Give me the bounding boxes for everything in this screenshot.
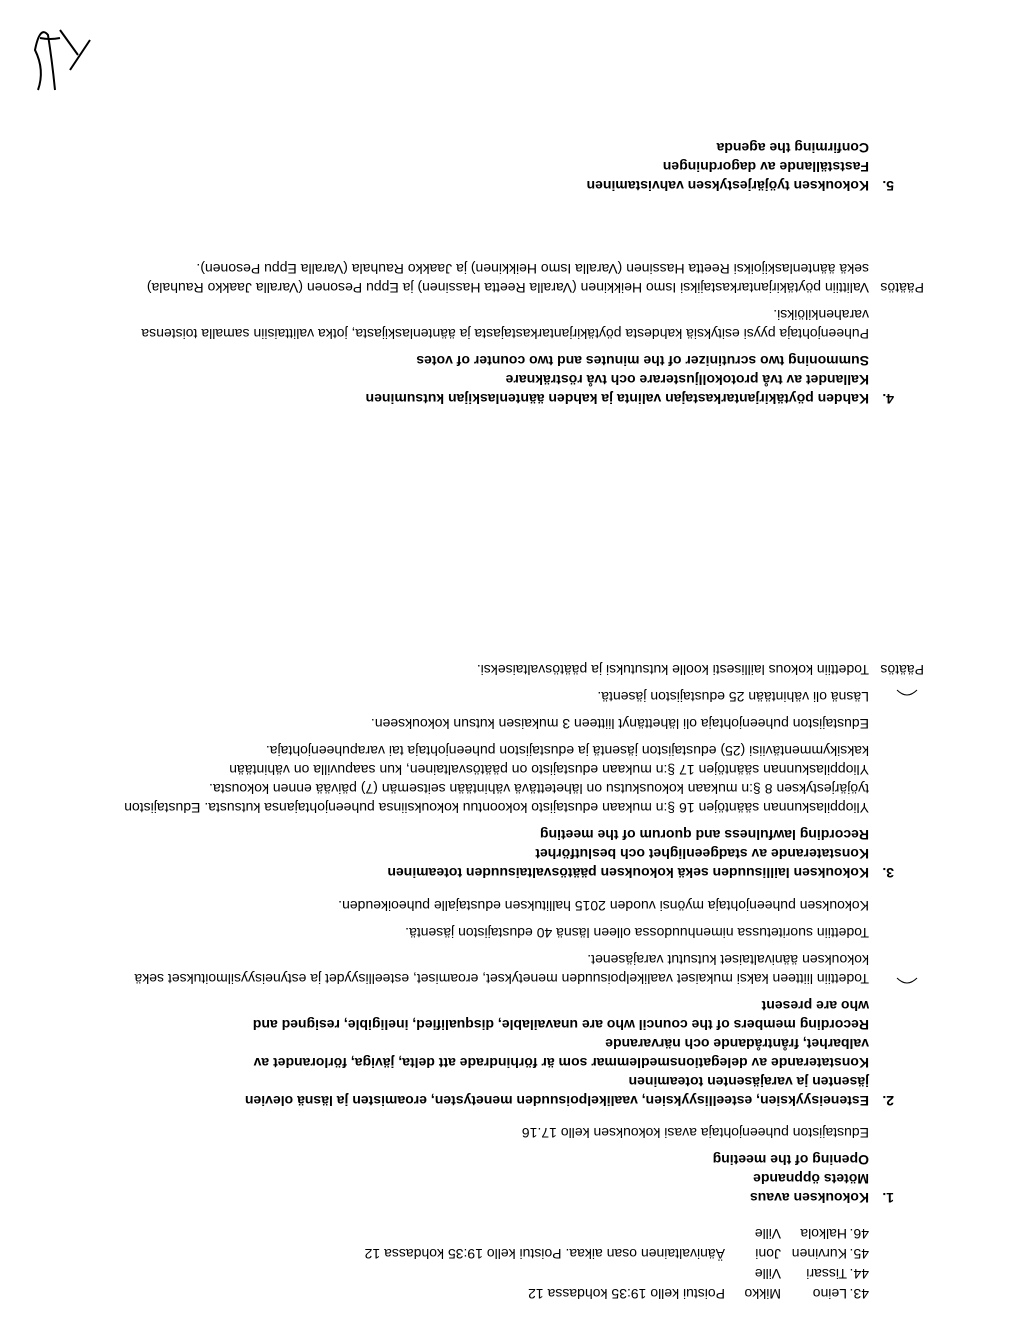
item-titles xyxy=(245,996,869,1110)
item-number: 1. xyxy=(882,1190,894,1206)
title-sv: Konstaterande av delegationsmedlemmar som är förhindrade att delta, jäviga, förlorandet av xyxy=(253,1055,869,1071)
title-en: Summoning two scrutinizer of the minutes and two counter of votes xyxy=(416,353,869,369)
note: Poistui kello 19:35 kohdassa 12 xyxy=(528,1286,725,1302)
title-sv-cont: valbarhet, fråntrådande och närvarande xyxy=(605,1036,869,1052)
paragraph: Edustajiston puheenjohtaja oli lähettänyt liitteen 3 mukaisen kutsun kokoukseen. xyxy=(370,716,869,732)
surname: Tissari xyxy=(806,1266,847,1282)
title-fi: Kahden pöytäkirjantarkastajan valinta ja kahden ääntenlaskijan kutsuminen xyxy=(365,391,869,407)
decision-label: Päätös xyxy=(880,662,924,678)
firstname: Joni xyxy=(755,1246,781,1262)
decision-label: Päätös xyxy=(880,280,924,296)
item-heading xyxy=(124,996,894,1110)
row-number: 43. xyxy=(849,1286,869,1302)
firstname: Ville xyxy=(754,1226,781,1242)
item-heading xyxy=(124,138,894,195)
title-sv: Mötets öppnande xyxy=(753,1171,869,1187)
title-fi: Kokouksen työjärjestyksen vahvistaminen xyxy=(586,178,869,194)
item-number: 5. xyxy=(882,178,894,194)
attendance-table xyxy=(129,1223,869,1303)
table-row xyxy=(129,1223,869,1243)
decision-text: Valittiin pöytäkirjantarkastajiksi Ismo Heikkinen (Varalla Reetta Hassinen) ja Eppu Pesonen (Varalla Jaakko Rauhala) sekä ääntenlaskijoiksi Reetta Hassinen (Varalla Ismo Heikkinen) ja Jaakko Rauhala (Varalla Eppu Pesonen). xyxy=(146,261,869,296)
margin-bracket-mark xyxy=(895,976,919,990)
item-number: 2. xyxy=(882,1093,894,1109)
item-number: 4. xyxy=(882,391,894,407)
decision-text: Todettiin kokous laillisesti koolle kutsutuksi ja päätösvaltaiseksi. xyxy=(476,662,869,678)
item-body xyxy=(124,660,924,817)
row-number: 45. xyxy=(849,1246,869,1262)
agenda-item-3 xyxy=(124,660,924,882)
title-en: Recording members of the council who are unavailable, disqualified, ineligible, resigned and xyxy=(252,1017,869,1033)
paragraph: Todettiin suoritetussa nimenhuudossa olleen läsnä 40 edustajiston jäsentä. xyxy=(405,925,869,941)
note xyxy=(129,1263,725,1283)
decision xyxy=(124,259,924,297)
title-fi: Esteneisyyksien, esteellisyyksien, vaalikelpoisuuden menetysten, eroamisten ja läsnä olevien xyxy=(244,1093,869,1109)
item-heading xyxy=(124,1150,894,1207)
agenda-item-5 xyxy=(124,138,894,195)
paragraph: Kokouksen puheenjohtaja myönsi vuoden 2015 hallituksen edustajalle puheoikeuden. xyxy=(338,898,869,914)
surname: Leino xyxy=(812,1286,847,1302)
paragraph xyxy=(124,687,869,706)
margin-bracket-mark xyxy=(895,688,919,702)
note: Äänivaltainen osan aikaa. Poistui kello 19:35 kohdassa 12 xyxy=(364,1246,725,1262)
firstname: Ville xyxy=(754,1266,781,1282)
item-body xyxy=(124,896,869,988)
paragraph-text: Todettiin liitteen kaksi mukaiset vaalikelpoisuuden menetykset, eroamiset, esteellisyydet ja estyneisyysilmoitukset sekä kokouksen äänivaltaiset kutsutut varajäsenet. xyxy=(134,952,869,987)
item-number: 3. xyxy=(882,865,894,881)
title-fi-cont: jäsenten ja varajäsenten toteaminen xyxy=(628,1074,869,1090)
agenda-item-2 xyxy=(124,896,894,1110)
title-en: Recording lawfulness and quorum of the meeting xyxy=(539,827,869,843)
firstname: Mikko xyxy=(744,1286,781,1302)
item-titles xyxy=(587,138,869,195)
table-row xyxy=(129,1243,869,1263)
paragraph: Edustajiston puheenjohtaja avasi kokouksen kello 17.16 xyxy=(521,1125,869,1141)
item-titles xyxy=(387,825,869,882)
item-titles xyxy=(366,351,869,408)
item-body xyxy=(124,1123,869,1142)
table-row xyxy=(129,1263,869,1283)
note xyxy=(129,1223,725,1243)
row-number: 44. xyxy=(849,1266,869,1282)
title-en: Confirming the agenda xyxy=(716,140,869,156)
item-heading xyxy=(124,351,894,408)
title-fi: Kokouksen laillisuuden sekä kokouksen päätösvaltaisuuden toteaminen xyxy=(387,865,869,881)
title-en: Opening of the meeting xyxy=(712,1152,869,1168)
title-fi: Kokouksen avaus xyxy=(749,1190,869,1206)
agenda-item-4 xyxy=(124,259,924,408)
agenda-item-1 xyxy=(124,1123,894,1207)
surname: Halkola xyxy=(800,1226,847,1242)
handwritten-initials xyxy=(20,20,100,110)
title-sv: Fastställande av dagordningen xyxy=(662,159,869,175)
paragraph: Ylioppilaskunnan sääntöjen 16 §:n mukaan edustajisto kokoontuu kokouksiinsa puheenjohtajansa kutsusta. Edustajiston työjärjestyksen 8 §:n mukaan kokouskutsu on lähetettävä vähintään seitsemän (7) päivää ennen kokousta. Ylioppilaskunnan sääntöjen 17 §:n mukaan edustajisto on päätösvaltainen, kun saapuvilla on vähintään kaksikymmentäviisi (25) edustajiston jäsentä ja edustajiston puheenjohtaja tai varapuheenjohtaja. xyxy=(124,743,869,816)
paragraph xyxy=(124,950,869,988)
title-en-cont: who are present xyxy=(761,998,869,1014)
decision xyxy=(124,660,924,679)
item-titles xyxy=(713,1150,869,1207)
row-number: 46. xyxy=(849,1226,869,1242)
surname: Kurvinen xyxy=(791,1246,847,1262)
title-sv: Konstaterande av stadgeenlighet och beslutförhet xyxy=(535,846,869,862)
table-row xyxy=(129,1283,869,1303)
item-heading xyxy=(124,825,894,882)
item-body xyxy=(124,259,924,343)
paragraph-text: Läsnä oli vähintään 25 edustajiston jäsentä. xyxy=(597,689,869,705)
paragraph: Puheenjohtaja pyysi esityksiä kahdesta pöytäkirjantarkastajasta ja ääntenlaskijasta, jotka valittaisiin samalla toistensa varahenkilöiksi. xyxy=(141,307,869,342)
title-sv: Kallandet av två protokolljusterare och två rösträknare xyxy=(505,372,869,388)
